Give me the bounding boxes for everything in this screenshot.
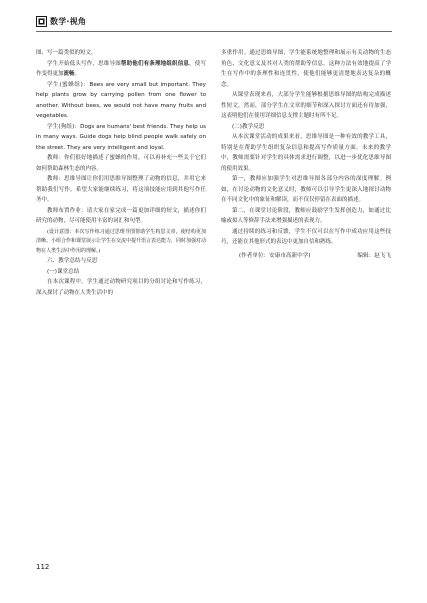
paragraph: 第二，在课堂讨论阶段，教师应鼓励学生发挥创造力，如通过比喻或拟人等修辞手法来增强描述的表现力。 xyxy=(221,207,391,224)
book-icon xyxy=(36,16,47,27)
paragraph: 多重作用。通过思维导图，学生能系统地整理和展示有关动物的生态角色、文化意义及其对人类的帮助等信息。这种方法有效地提高了学生在写作中的条理性和连贯性，使他们能够更清楚地表达复杂的概念。 xyxy=(221,50,391,88)
page-number: 112 xyxy=(36,563,50,571)
design-note: (设计意图：本次写作练习通过思维导图帮助学生构思文章，使结构更加清晰。小组合作和课堂展示让学生在交流中提升语言表达能力，同时加强对动物在人类生活中作用的理解。) xyxy=(36,228,207,254)
section-heading: 六、教学总结与反思 xyxy=(47,258,98,264)
student-answer-dogs: 学生(狗组)：Dogs are humans' best friends. They help us in many ways. Guide dogs help blind people walk safely on the street. They are very intelligent and loyal. xyxy=(36,123,208,151)
subsection-heading: (二)教学反思 xyxy=(232,123,265,130)
header-divider xyxy=(36,31,392,32)
teacher-summary: 教师：思维导图让你们用思维导图整理了动物的信息，并用它来帮助我们写作。希望大家能继续练习，将这项技能应用到其他写作任务中。 xyxy=(36,176,206,203)
byline xyxy=(221,251,391,262)
right-column xyxy=(221,48,391,261)
running-header xyxy=(36,14,86,28)
paragraph: 从本次课堂活动的成果来看，思维导图是一种有效的教学工具，特别是在帮助学生组织复杂信息和提高写作质量方面。未来的教学中，教师需要针对学生的具体需求进行调整，以进一步优化思维导图的使用效果。 xyxy=(221,134,391,172)
homework-assignment: 教师布置作业：请大家在家完成一篇更加详细的短文，描述你们研究的动物，尽可能使用丰富的词汇和句型。 xyxy=(36,207,206,224)
paragraph: 第一，教师应加强学生对思维导图各部分内容的深度理解。例如，在讨论动物的文化意义时，教师可以引导学生更深入地探讨动物在不同文化中的象征和解读，而不仅仅停留在表面的描述。 xyxy=(221,176,391,203)
paragraph: 在本次课程中，学生通过动物研究项目的分组讨论和写作练习，深入探讨了动物在人类生活中的 xyxy=(36,279,206,296)
section-title: 数学·视角 xyxy=(50,16,87,26)
teacher-feedback: 教师：你们很好地描述了蜜蜂的作用，可以再补充一些关于它们如何帮助森林生态的内容。 xyxy=(36,155,206,172)
paragraph: 通过持续的练习和反馈，学生不仅可以在写作中成功应用这些技巧，还能在其他形式的表达中更加自信和熟练。 xyxy=(221,228,391,245)
paragraph: 从课堂表现来看，大部分学生能够根据思维导图的结构完成描述性短文。然而，部分学生在文章的细节和深入探讨方面还有待加强，这表明他们在使用详细信息支撑主题时有所不足。 xyxy=(221,92,391,119)
author-affiliation: (作者单位：安康市高新中学) xyxy=(239,252,311,259)
paragraph: 学生开始低头写作，思维导图帮助他们有条理地组织信息，使写作变得更加流畅。 xyxy=(36,60,206,77)
left-column xyxy=(36,48,206,298)
editor-credit: 编辑：赵飞飞 xyxy=(357,252,391,259)
student-answer-bees: 学生(蜜蜂组)：Bees are very small but important. They help plants grow by carrying pollen from one flower to another. Without bees, we would not have many fruits and vegetables. xyxy=(36,81,208,119)
subsection-heading: (一)课堂总结 xyxy=(47,268,80,275)
paragraph: 图、写一篇类似的短文。 xyxy=(36,50,97,56)
